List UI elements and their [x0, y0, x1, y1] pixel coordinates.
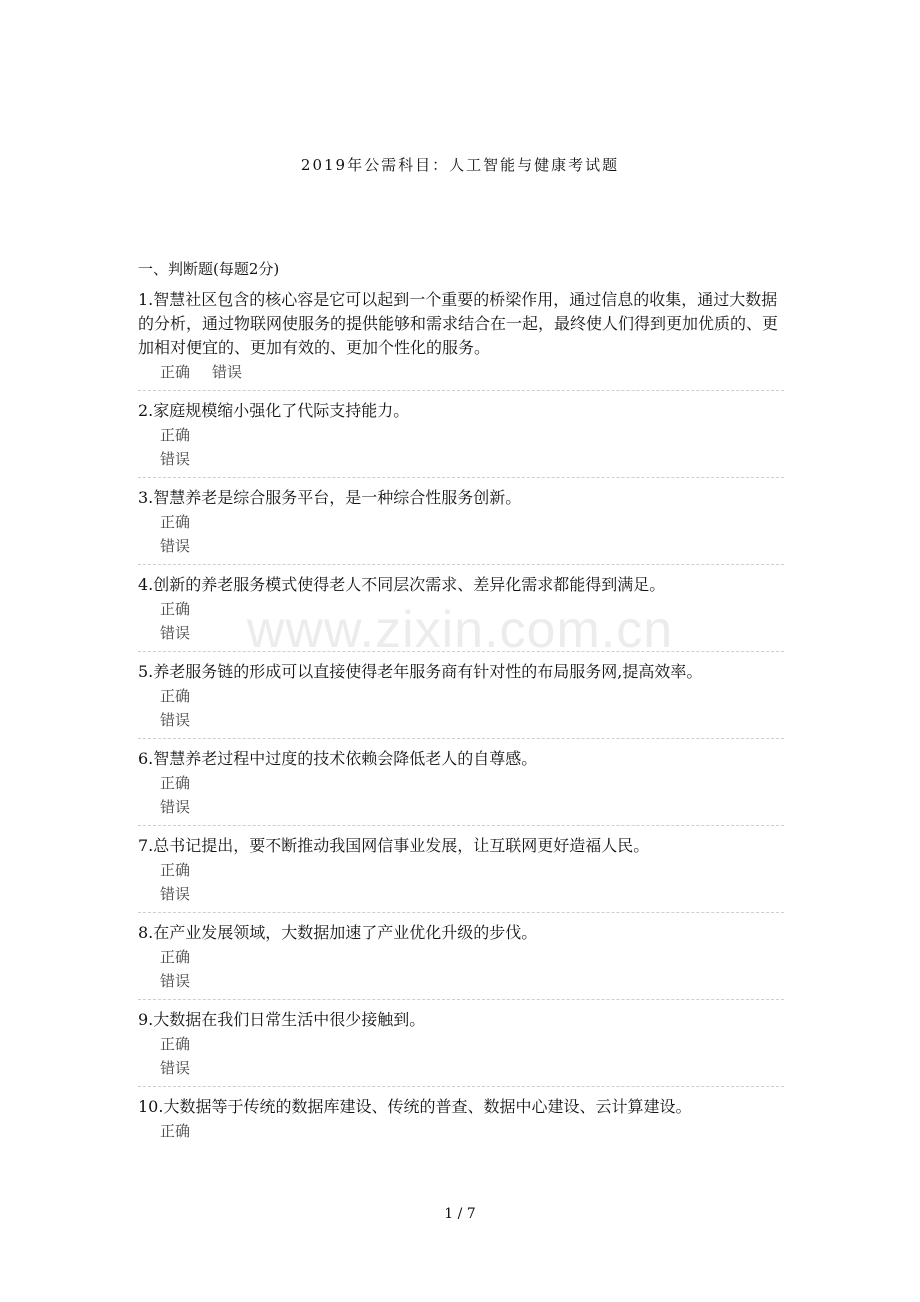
answer-options [138, 858, 784, 906]
option-true[interactable]: 正确 [160, 513, 191, 531]
question-item [138, 482, 784, 565]
question-list [138, 284, 784, 1153]
question-item [138, 1091, 784, 1149]
page-number: 1 / 7 [444, 1206, 476, 1222]
answer-options [138, 360, 784, 384]
question-item [138, 284, 784, 391]
question-text: 8.在产业发展领域，大数据加速了产业优化升级的步伐。 [138, 923, 538, 942]
option-false[interactable]: 错误 [160, 537, 191, 555]
question-text: 3.智慧养老是综合服务平台，是一种综合性服务创新。 [138, 488, 522, 507]
question-item [138, 917, 784, 1000]
option-false[interactable]: 错误 [160, 624, 191, 642]
option-false[interactable]: 错误 [160, 885, 191, 903]
option-false[interactable]: 错误 [160, 798, 191, 816]
answer-options [138, 510, 784, 558]
answer-options [138, 1032, 784, 1080]
question-text: 7.总书记提出，要不断推动我国网信事业发展，让互联网更好造福人民。 [138, 836, 650, 855]
option-false[interactable]: 错误 [212, 363, 243, 381]
option-true[interactable]: 正确 [160, 948, 191, 966]
option-false[interactable]: 错误 [160, 1059, 191, 1077]
watermark-text: www.zixin.com.cn [246, 601, 674, 659]
option-true[interactable]: 正确 [160, 687, 191, 705]
option-true[interactable]: 正确 [160, 861, 191, 879]
option-true[interactable]: 正确 [160, 600, 191, 618]
question-text: 4.创新的养老服务模式使得老人不同层次需求、差异化需求都能得到满足。 [138, 575, 666, 594]
option-true[interactable]: 正确 [160, 774, 191, 792]
option-false[interactable]: 错误 [160, 450, 191, 468]
section-heading: 一、判断题(每题2分) [138, 260, 280, 278]
question-text: 9.大数据在我们日常生活中很少接触到。 [138, 1010, 426, 1029]
page-title: 2019年公需科目：人工智能与健康考试题 [300, 156, 620, 174]
question-item [138, 1004, 784, 1087]
option-false[interactable]: 错误 [160, 711, 191, 729]
question-text: 2.家庭规模缩小强化了代际支持能力。 [138, 401, 410, 420]
question-text: 1.智慧社区包含的核心容是它可以起到一个重要的桥梁作用，通过信息的收集，通过大数据的分析，通过物联网使服务的提供能够和需求结合在一起，最终使人们得到更加优质的、更加相对便宜的、更加有效的、更加个性化的服务。 [138, 290, 779, 357]
option-true[interactable]: 正确 [160, 1035, 191, 1053]
answer-options [138, 423, 784, 471]
answer-options [138, 771, 784, 819]
answer-options [138, 945, 784, 993]
option-false[interactable]: 错误 [160, 972, 191, 990]
question-text: 6.智慧养老过程中过度的技术依赖会降低老人的自尊感。 [138, 749, 538, 768]
option-true[interactable]: 正确 [160, 426, 191, 444]
option-true[interactable]: 正确 [160, 1122, 191, 1140]
answer-options [138, 1119, 784, 1143]
question-item [138, 656, 784, 739]
question-item [138, 830, 784, 913]
question-text: 5.养老服务链的形成可以直接使得老年服务商有针对性的布局服务网,提高效率。 [138, 662, 703, 681]
question-item [138, 395, 784, 478]
question-item [138, 743, 784, 826]
answer-options [138, 684, 784, 732]
question-text: 10.大数据等于传统的数据库建设、传统的普查、数据中心建设、云计算建设。 [138, 1097, 692, 1116]
option-true[interactable]: 正确 [160, 363, 191, 381]
